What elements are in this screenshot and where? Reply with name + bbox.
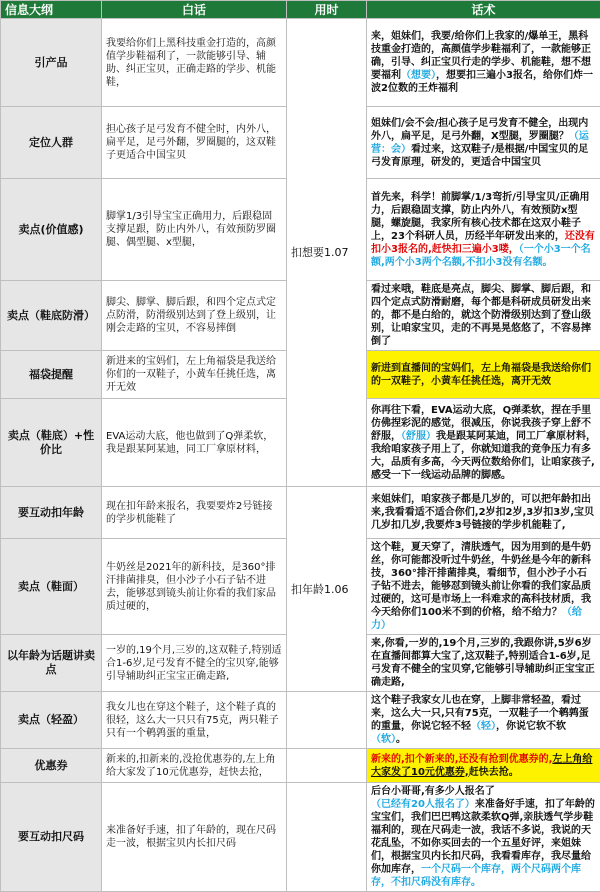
plain-cell: 牛奶丝是2021年的新科技，是360°排汗排菌排臭，但小沙子小石子钻不进去，能够怼到镜头前让你看的我们家品质过硬的， [102,539,287,635]
script-cell: 这个鞋子我家女儿也在穿，上脚非常轻盈，看过来，这么大一只,只有75克，一双鞋子一个鹌鹑蛋的重量，你说它轻不轻（轻），你说它软不软（软）。 [367,692,600,749]
plain-cell: 脚尖、脚掌、脚后跟，和四个定点式定点防滑，防滑级别达到了登上级别，让刚会走路的宝贝，不容易摔倒 [102,281,287,351]
header-outline: 信息大纲 [1,1,102,19]
plain-cell: 现在扣年龄来报名，我要要炸2号链接的学步机能鞋了 [102,487,287,539]
plain-cell: EVA运动大底，他也做到了Q弹柔软，我是跟某阿某迪，同工厂拿原材料， [102,399,287,487]
time-cell: 扣年龄1.06 [287,487,367,692]
header-time: 用时 [287,1,367,19]
header-plain: 白话 [102,1,287,19]
time-cell: 扣想要1.07 [287,19,367,487]
plain-cell: 脚掌1/3引导宝宝正确用力，后跟稳固支撑足跟，防止内外八，有效预防罗圈腿、偶型腿、x型腿， [102,179,287,281]
outline-cell: 卖点（鞋底）+性价比 [1,399,102,487]
script-cell: 你再往下看，EVA运动大底，Q弹柔软，捏在手里仿佛捏彩泥的感觉，很减压，你说我孩子穿上舒不舒服，（舒服）我是跟某阿某迪，同工厂拿原材料，我给咱家孩子用上了，你就知道我的竞争压力有多大，品质有多高，今天两位数给你们，让咱家孩子,感受一下一线运动品牌的脚感。 [367,399,600,487]
outline-cell: 以年龄为话题讲卖点 [1,635,102,692]
table-row [1,749,600,783]
outline-cell: 卖点（轻盈） [1,692,102,749]
script-cell: 来姐妹们，咱家孩子都是几岁的，可以把年龄扣出来,我看看适不适合你们,2岁扣2岁,3岁扣3岁,宝贝几岁扣几岁,我要炸3号链接的学步机能鞋了, [367,487,600,539]
plain-cell: 新进来的宝妈们，左上角福袋是我送给你们的一双鞋子，小黄车任挑任选，离开无效 [102,351,287,399]
script-cell: 来,你看,一岁的,19个月,三岁的,我跟你讲,5岁6岁在直播间都算大宝了,这双鞋子,特别适合1-6岁,足弓发育不健全的宝贝穿,它能够引导辅助纠正宝宝正确走路, [367,635,600,692]
script-cell: 新进到直播间的宝妈们，左上角福袋是我送给你们的一双鞋子，小黄车任挑任选，离开无效 [367,351,600,399]
outline-cell: 定位人群 [1,107,102,179]
header-row [1,1,600,19]
script-cell: 看过来哦，鞋底是亮点，脚尖、脚掌、脚后跟，和四个定点式防滑耐磨，每个都是科研成员研发出来的，都不是白给的，就这个防滑级别达到了登山级别，让咱家宝贝，走的不再晃晃悠悠了，不容易摔倒了 [367,281,600,351]
script-cell: 这个鞋，夏天穿了，清肤透气，因为用到的是牛奶丝，你可能都没听过牛奶丝，牛奶丝是今年的新科技，360°排汗排菌排臭，看细节，但小沙子小石子钻不进去，能够怼到镜头前让你看的我们家品质过硬的，这可是市场上一科难求的高科技材质，我今天给你们100米不到的价格，给不给力？（给力） [367,539,600,635]
outline-cell: 福袋提醒 [1,351,102,399]
table-row [1,692,600,749]
script-cell: 姐妹们/会不会/担心孩子足弓发育不健全，出现内外八，扁平足，足弓外翻，X型腿，罗圈腿？（运营：会）看过来，这双鞋子/是根据/中国宝贝的足弓发育原理，研发的，更适合中国宝贝 [367,107,600,179]
time-cell-empty [287,692,367,749]
header-script: 话术 [367,1,600,19]
plain-cell: 一岁的,19个月,三岁的,这双鞋子,特别适合1-6岁,足弓发育不健全的宝贝穿,能够引导辅助纠正宝宝正确走路, [102,635,287,692]
outline-cell: 引产品 [1,19,102,107]
plain-cell: 我要给你们上黑科技重金打造的，高颜值学步鞋福利了，一款能够引导、辅助、纠正宝贝，正确走路的学步、机能鞋， [102,19,287,107]
table-row [1,487,600,539]
outline-cell: 要互动扣尺码 [1,783,102,892]
outline-cell: 优惠券 [1,749,102,783]
plain-cell: 担心孩子足弓发育不健全时，内外八，扁平足，足弓外翻，罗圈腿的，这双鞋子更适合中国宝贝 [102,107,287,179]
plain-cell: 新来的,扣新来的,没抢优惠券的,左上角给大家发了10元优惠券，赶快去抢， [102,749,287,783]
outline-cell: 卖点（鞋面） [1,539,102,635]
outline-cell: 卖点(价值感) [1,179,102,281]
script-cell: 新来的,扣个新来的,还没有抢到优惠券的,左上角给大家发了10元优惠券,赶快去抢。 [367,749,600,783]
script-cell: 来，姐妹们，我要/给你们上我家的/爆单王，黑科技重金打造的，高颜值学步鞋福利了，一款能够正确，引导、纠正宝贝行走的学步、机能鞋，想不想要福利（想要），想要扣三遍小3报名，给你们炸一波2位数的王炸福利 [367,19,600,107]
table-row [1,783,600,892]
time-cell-empty [287,749,367,783]
outline-cell: 卖点（鞋底防滑） [1,281,102,351]
plain-cell: 来准备好手速，扣了年龄的，现在尺码走一波，根据宝贝内长扣尺码 [102,783,287,892]
script-cell: 首先来，科学！前脚掌/1/3弯折/引导宝贝/正确用力，后跟稳固支撑，防止内外八，有效预防x型腿，螺旋腿，我家所有核心技术都在这双小鞋子上，23个科研人员，历经半年研发出来的，还没有扣小3报名的,赶快扣三遍小3喽，（一个小3一个名额,两个小3两个名额,不扣小3没有名额。 [367,179,600,281]
outline-cell: 要互动扣年龄 [1,487,102,539]
script-cell: 后台小哥哥,有多少人报名了（已经有20人报名了）来准备好手速，扣了年龄的宝宝们，我们巴巴鸭这款柔软Q弹,亲肤透气学步鞋福利的，现在尺码走一波，我话不多说，我说的天花乱坠，不如你买回去的一个五星好评，来姐妹们，根据宝贝内长扣尺码，我看看库存，我尽量给你加库存，一个尺码一个库存，两个尺码两个库存，不扣尺码没有库存。 [367,783,600,892]
plain-cell: 我女儿也在穿这个鞋子，这个鞋子真的很轻，这么大一只只有75克，两只鞋子只有一个鹌鹑蛋的重量， [102,692,287,749]
table-row [1,19,600,107]
time-cell-empty [287,783,367,892]
